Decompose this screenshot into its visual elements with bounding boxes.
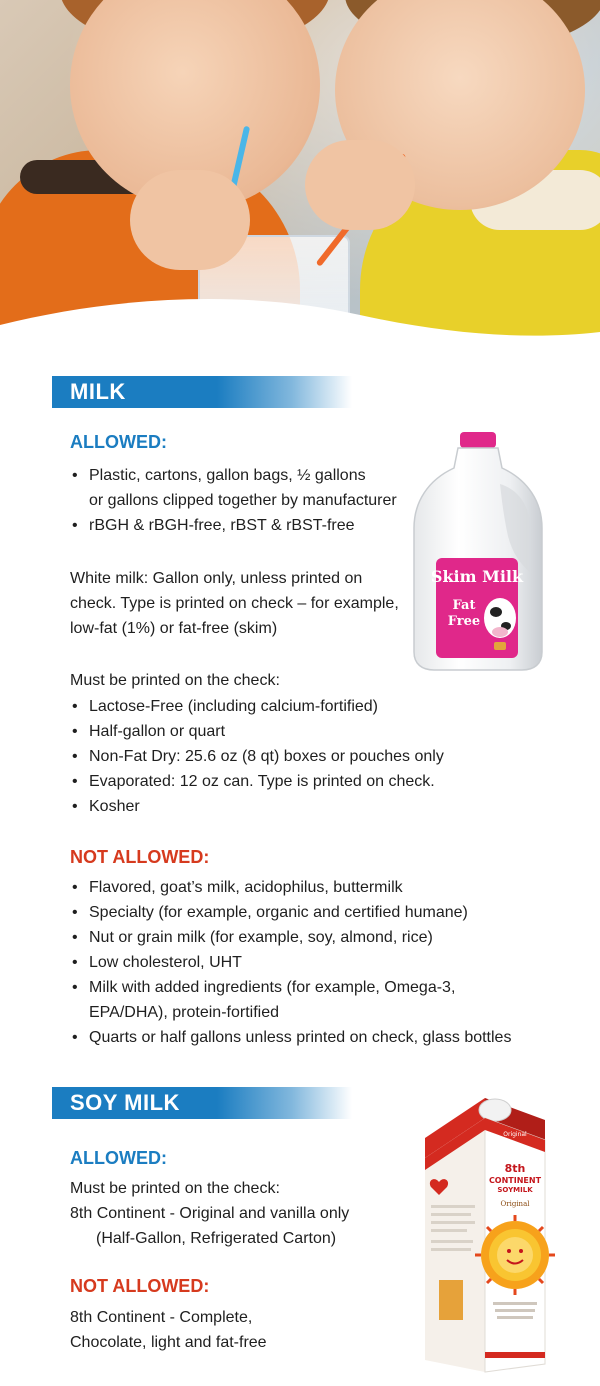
milk-allowed-heading: ALLOWED:: [70, 432, 167, 452]
soy-milk-section-header: [52, 1087, 352, 1119]
carton-brand-line3: SOYMILK: [497, 1186, 533, 1194]
milk-must-print-label: Must be printed on the check:: [70, 672, 280, 689]
carton-brand-line1: 8th: [504, 1162, 526, 1175]
carton-brand-line2: CONTINENT: [488, 1176, 542, 1185]
jug-label-line3: Free: [447, 614, 481, 629]
right-child-hand: [305, 140, 415, 230]
soy-allowed-heading: ALLOWED:: [70, 1148, 167, 1168]
jug-label-line1: Skim Milk: [430, 567, 524, 586]
jug-label-line2: Fat: [452, 598, 476, 613]
white-wave-divider: [0, 270, 600, 345]
list-item: • Quarts or half gallons unless printed on check, glass bottles: [70, 1025, 511, 1050]
list-item: • rBGH & rBGH-free, rBST & rBST-free: [70, 513, 397, 538]
milk-section-header: [52, 376, 352, 408]
list-item: • Evaporated: 12 oz can. Type is printed on check.: [70, 769, 444, 794]
soy-not-allowed-text: 8th Continent - Complete, Chocolate, light and fat-free: [70, 1309, 267, 1351]
list-item: • Non-Fat Dry: 25.6 oz (8 qt) boxes or pouches only: [70, 744, 444, 769]
soy-milk-section-title: SOY MILK: [70, 1090, 180, 1115]
list-item: • Plastic, cartons, gallon bags, ½ gallons or gallons clipped together by manufacturer: [70, 463, 397, 513]
milk-not-allowed-list: [70, 875, 511, 1050]
list-item: • Low cholesterol, UHT: [70, 950, 511, 975]
milk-not-allowed-heading: NOT ALLOWED:: [70, 847, 210, 867]
skim-milk-jug-image: [408, 432, 548, 672]
list-item: • Flavored, goat’s milk, acidophilus, buttermilk: [70, 875, 511, 900]
list-item: • Half-gallon or quart: [70, 719, 444, 744]
list-item: • Kosher: [70, 794, 444, 819]
list-item: • Lactose-Free (including calcium-fortified): [70, 694, 444, 719]
list-item: • Specialty (for example, organic and certified humane): [70, 900, 511, 925]
left-child-hand: [130, 170, 250, 270]
list-item: • Nut or grain milk (for example, soy, almond, rice): [70, 925, 511, 950]
carton-top-label: Original: [503, 1131, 527, 1138]
milk-section-title: MILK: [70, 379, 126, 404]
soy-not-allowed-heading: NOT ALLOWED:: [70, 1276, 210, 1296]
milk-must-print-list: [70, 694, 444, 819]
soy-allowed-text: Must be printed on the check: 8th Continent - Original and vanilla only (Half-Gallon, Refrigerated Carton): [70, 1180, 350, 1247]
list-item: • Milk with added ingredients (for example, Omega-3, EPA/DHA), protein-fortified: [70, 975, 511, 1025]
milk-allowed-list: [70, 463, 397, 538]
carton-variant: Original: [500, 1200, 530, 1208]
header-photo: [0, 0, 600, 345]
soymilk-carton-image: [415, 1090, 555, 1380]
white-milk-note: White milk: Gallon only, unless printed on check. Type is printed on check – for example, low-fat (1%) or fat-free (skim): [70, 570, 399, 637]
sun-icon: [475, 1215, 555, 1295]
